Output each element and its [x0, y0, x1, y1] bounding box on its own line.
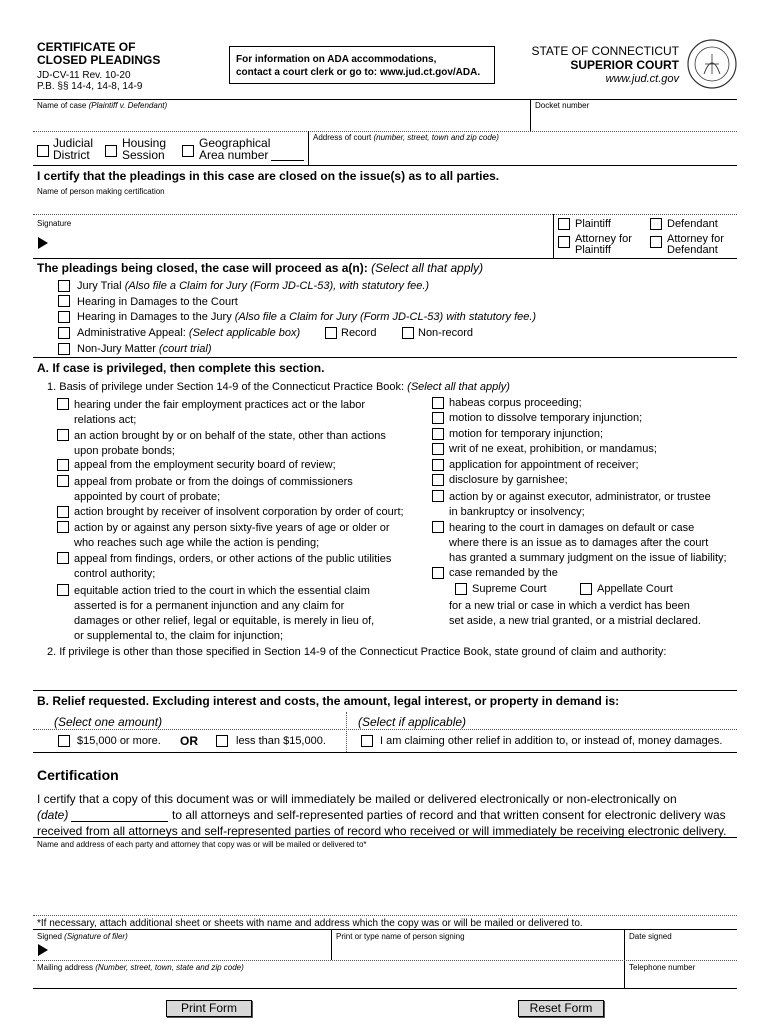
non-record-checkbox[interactable]	[402, 327, 414, 339]
ada-line-2: contact a court clerk or go to: www.jud.ct.gov/ADA.	[236, 67, 481, 78]
privilege-right-6-line2: in bankruptcy or insolvency;	[449, 506, 585, 518]
certification-date-input[interactable]	[71, 808, 168, 822]
privilege-left-4-checkbox[interactable]	[57, 506, 69, 518]
privilege-left-6-line2: control authority;	[74, 568, 156, 580]
signature-field[interactable]	[55, 230, 545, 254]
privilege-left-6-line1: appeal from findings, orders, or other actions of the public utilities	[74, 553, 392, 565]
privilege-left-2-checkbox[interactable]	[57, 459, 69, 471]
privilege-right-6-line1: action by or against executor, administrator, or trustee	[449, 491, 711, 503]
privilege-left-3-line2: appointed by court of probate;	[74, 491, 221, 503]
filer-signature-field[interactable]	[55, 942, 325, 958]
certifying-person-input[interactable]	[37, 197, 733, 211]
other-relief-checkbox[interactable]	[361, 735, 373, 747]
attorney-defendant-label-1: Attorney for	[667, 233, 724, 245]
record-checkbox[interactable]	[325, 327, 337, 339]
privilege-left-5-checkbox[interactable]	[57, 521, 69, 533]
privilege-right-2-checkbox[interactable]	[432, 428, 444, 440]
mailing-address-hint: (Number, street, town, state and zip code)	[95, 963, 244, 972]
amount-over-checkbox[interactable]	[58, 735, 70, 747]
other-privilege-label: 2. If privilege is other than those specified in Section 14-9 of the Connecticut Practice Book, state ground of claim and authority:	[47, 646, 667, 658]
signature-label: Signature	[37, 219, 72, 228]
privilege-left-6-checkbox[interactable]	[57, 552, 69, 564]
case-name-input[interactable]	[37, 112, 527, 128]
date-signed-input[interactable]	[629, 942, 733, 958]
certification-line-3: received from all attorneys and self-represented parties of record who received or will immediately be receiving electronic delivery.	[37, 824, 727, 838]
plaintiff-checkbox[interactable]	[558, 218, 570, 230]
privilege-right-2-line1: motion for temporary injunction;	[449, 428, 604, 440]
privilege-left-1-line2: upon probate bonds;	[74, 445, 175, 457]
amount-over-label: $15,000 or more.	[77, 735, 161, 747]
non-jury-checkbox[interactable]	[58, 343, 70, 355]
privilege-basis-hint: (Select all that apply)	[407, 381, 510, 393]
privilege-left-4-line1: action brought by receiver of insolvent corporation by order of court;	[74, 506, 404, 518]
proceed-heading-hint: (Select all that apply)	[371, 261, 484, 275]
section-b-heading: B. Relief requested. Excluding interest and costs, the amount, legal interest, or property in demand is:	[37, 694, 620, 708]
appellate-court-label: Appellate Court	[597, 583, 673, 595]
ada-line-1: For information on ADA accommodations,	[236, 54, 437, 65]
supreme-court-label: Supreme Court	[472, 583, 547, 595]
non-jury-label: Non-Jury Matter	[77, 343, 156, 355]
jury-trial-checkbox[interactable]	[58, 280, 70, 292]
hearing-jury-hint: (Also file a Claim for Jury (Form JD-CL-53) with statutory fee.)	[234, 311, 537, 323]
housing-session-checkbox[interactable]	[105, 145, 117, 157]
mailing-address-input[interactable]	[37, 973, 617, 987]
reset-form-button[interactable]: Reset Form	[518, 1000, 604, 1017]
hearing-court-checkbox[interactable]	[58, 295, 70, 307]
attorney-defendant-label-2: Defendant	[667, 244, 718, 256]
telephone-input[interactable]	[629, 973, 733, 987]
ada-info-box	[229, 46, 495, 84]
footnote: *If necessary, attach additional sheet or sheets with name and address which the copy was or will be mailed or delivered to.	[37, 918, 583, 929]
privilege-right-7-line2: where there is an issue as to damages after the court	[449, 537, 709, 549]
form-number: JD-CV-11 Rev. 10-20	[37, 70, 131, 81]
court-address-label: Address of court	[313, 133, 372, 142]
form-title-line2: CLOSED PLEADINGS	[37, 53, 161, 67]
privilege-right-8-checkbox[interactable]	[432, 567, 444, 579]
privilege-right-8-line1: case remanded by the	[449, 567, 558, 579]
privilege-left-7-line3: damages or other relief, legal or equitable, is merely in lieu of,	[74, 615, 375, 627]
privilege-basis-label: 1. Basis of privilege under Section 14-9 of the Connecticut Practice Book:	[47, 381, 405, 393]
court-name: SUPERIOR COURT	[570, 58, 679, 72]
privilege-left-5-line1: action by or against any person sixty-five years of age or older or	[74, 522, 390, 534]
certification-heading: Certification	[37, 767, 119, 783]
defendant-checkbox[interactable]	[650, 218, 662, 230]
privilege-right-7-line1: hearing to the court in damages on default or case	[449, 522, 695, 534]
select-applicable-hint: (Select if applicable)	[358, 715, 467, 729]
attorney-plaintiff-label-2: Plaintiff	[575, 244, 611, 256]
privilege-right-4-line1: application for appointment of receiver;	[449, 459, 639, 471]
proceed-heading: The pleadings being closed, the case will proceed as a(n):	[37, 261, 368, 275]
defendant-label: Defendant	[667, 218, 718, 230]
privilege-left-5-line2: who reaches such age while the action is pending;	[74, 537, 320, 549]
case-name-label: Name of case	[37, 101, 87, 110]
telephone-label: Telephone number	[629, 963, 696, 972]
signed-arrow-icon	[38, 944, 48, 956]
area-number-input[interactable]	[271, 148, 304, 161]
signed-label: Signed	[37, 932, 62, 941]
attorney-plaintiff-label-1: Attorney for	[575, 233, 632, 245]
certification-date-label: (date)	[37, 808, 69, 822]
privilege-right-4-checkbox[interactable]	[432, 459, 444, 471]
amount-under-label: less than $15,000.	[236, 735, 326, 747]
mailing-address-label: Mailing address	[37, 963, 94, 972]
privilege-left-7-line4: or supplemental to, the claim for injunction;	[74, 630, 284, 642]
state-name: STATE OF CONNECTICUT	[531, 44, 679, 58]
jury-trial-label: Jury Trial	[77, 280, 122, 292]
signed-hint: (Signature of filer)	[64, 932, 128, 941]
amount-or-label: OR	[180, 734, 198, 748]
form-title-line1: CERTIFICATE OF	[37, 40, 136, 54]
privilege-left-0-checkbox[interactable]	[57, 398, 69, 410]
hearing-jury-label: Hearing in Damages to the Jury	[77, 311, 232, 323]
privilege-right-0-checkbox[interactable]	[432, 397, 444, 409]
hearing-court-label: Hearing in Damages to the Court	[77, 296, 238, 308]
privilege-right-0-line1: habeas corpus proceeding;	[449, 397, 582, 409]
geographical-area-label-1: Geographical	[199, 136, 271, 150]
privilege-right-5-line1: disclosure by garnishee;	[449, 474, 568, 486]
privilege-left-0-line1: hearing under the fair employment practices act or the labor	[74, 399, 366, 411]
geographical-area-checkbox[interactable]	[182, 145, 194, 157]
print-name-label: Print or type name of person signing	[336, 932, 465, 941]
admin-appeal-hint: (Select applicable box)	[188, 327, 301, 339]
privilege-right-7-line3: has granted a summary judgment on the issue of liability;	[449, 552, 727, 564]
non-jury-hint: (court trial)	[158, 343, 212, 355]
other-privilege-input[interactable]	[47, 662, 733, 686]
housing-session-label-2: Session	[122, 148, 165, 162]
privilege-left-1-line1: an action brought by or on behalf of the state, other than actions	[74, 430, 386, 442]
privilege-right-1-checkbox[interactable]	[432, 412, 444, 424]
practice-book-ref: P.B. §§ 14-4, 14-8, 14-9	[37, 81, 143, 92]
remand-line2: set aside, a new trial granted, or a mistrial declared.	[449, 615, 701, 627]
record-label: Record	[341, 327, 377, 339]
court-address-input[interactable]	[313, 144, 733, 162]
date-signed-label: Date signed	[629, 932, 672, 941]
other-relief-label: I am claiming other relief in addition to, or instead of, money damages.	[380, 735, 723, 747]
appellate-court-checkbox[interactable]	[580, 583, 592, 595]
certifying-person-label: Name of person making certification	[37, 187, 165, 196]
geographical-area-label-2: Area number	[199, 148, 269, 162]
hearing-jury-checkbox[interactable]	[58, 311, 70, 323]
docket-number-input[interactable]	[535, 112, 733, 128]
parties-address-label: Name and address of each party and attorney that copy was or will be mailed or delivered to*	[37, 840, 367, 849]
attorney-defendant-checkbox[interactable]	[650, 236, 662, 248]
privilege-right-6-checkbox[interactable]	[432, 490, 444, 502]
signature-arrow-icon	[38, 237, 48, 249]
court-address-hint: (number, street, town and zip code)	[373, 133, 499, 142]
attorney-plaintiff-checkbox[interactable]	[558, 236, 570, 248]
case-name-hint: (Plaintiff v. Defendant)	[88, 101, 168, 110]
certify-statement: I certify that the pleadings in this case are closed on the issue(s) as to all parties.	[37, 169, 500, 183]
state-seal-icon	[686, 38, 738, 90]
privilege-left-0-line2: relations act;	[74, 414, 137, 426]
court-website: www.jud.ct.gov	[605, 73, 679, 85]
amount-under-checkbox[interactable]	[216, 735, 228, 747]
privilege-right-1-line1: motion to dissolve temporary injunction;	[449, 412, 643, 424]
select-amount-hint: (Select one amount)	[54, 715, 163, 729]
docket-number-label: Docket number	[535, 101, 590, 110]
judicial-district-label-1: Judicial	[53, 136, 94, 150]
privilege-right-7-checkbox[interactable]	[432, 521, 444, 533]
print-name-input[interactable]	[336, 942, 618, 958]
privilege-left-7-checkbox[interactable]	[57, 584, 69, 596]
privilege-right-3-checkbox[interactable]	[432, 443, 444, 455]
parties-address-input[interactable]	[37, 852, 733, 912]
certification-line-1: I certify that a copy of this document was or will immediately be mailed or delivered electronically or non-electronically on	[37, 792, 677, 806]
judicial-district-checkbox[interactable]	[37, 145, 49, 157]
privilege-left-7-line1: equitable action tried to the court in which the essential claim	[74, 585, 370, 597]
print-form-button[interactable]: Print Form	[166, 1000, 252, 1017]
non-record-label: Non-record	[418, 327, 474, 339]
privilege-left-3-line1: appeal from probate or from the doings of commissioners	[74, 476, 353, 488]
privilege-left-3-checkbox[interactable]	[57, 475, 69, 487]
judicial-district-label-2: District	[53, 148, 90, 162]
certification-line-2: to all attorneys and self-represented parties of record and that written consent for electronic delivery was	[172, 808, 726, 822]
housing-session-label-1: Housing	[122, 136, 167, 150]
admin-appeal-label: Administrative Appeal:	[77, 327, 186, 339]
privilege-left-2-line1: appeal from the employment security board of review;	[74, 459, 336, 471]
plaintiff-label: Plaintiff	[575, 218, 611, 230]
privilege-right-3-line1: writ of ne exeat, prohibition, or mandamus;	[449, 443, 657, 455]
section-a-heading: A. If case is privileged, then complete this section.	[37, 361, 325, 375]
privilege-left-7-line2: asserted is for a permanent injunction and any claim for	[74, 600, 345, 612]
admin-appeal-checkbox[interactable]	[58, 327, 70, 339]
supreme-court-checkbox[interactable]	[455, 583, 467, 595]
privilege-left-1-checkbox[interactable]	[57, 429, 69, 441]
jury-trial-hint: (Also file a Claim for Jury (Form JD-CL-53), with statutory fee.)	[124, 280, 430, 292]
remand-line1: for a new trial or case in which a verdict has been	[449, 600, 690, 612]
privilege-right-5-checkbox[interactable]	[432, 474, 444, 486]
